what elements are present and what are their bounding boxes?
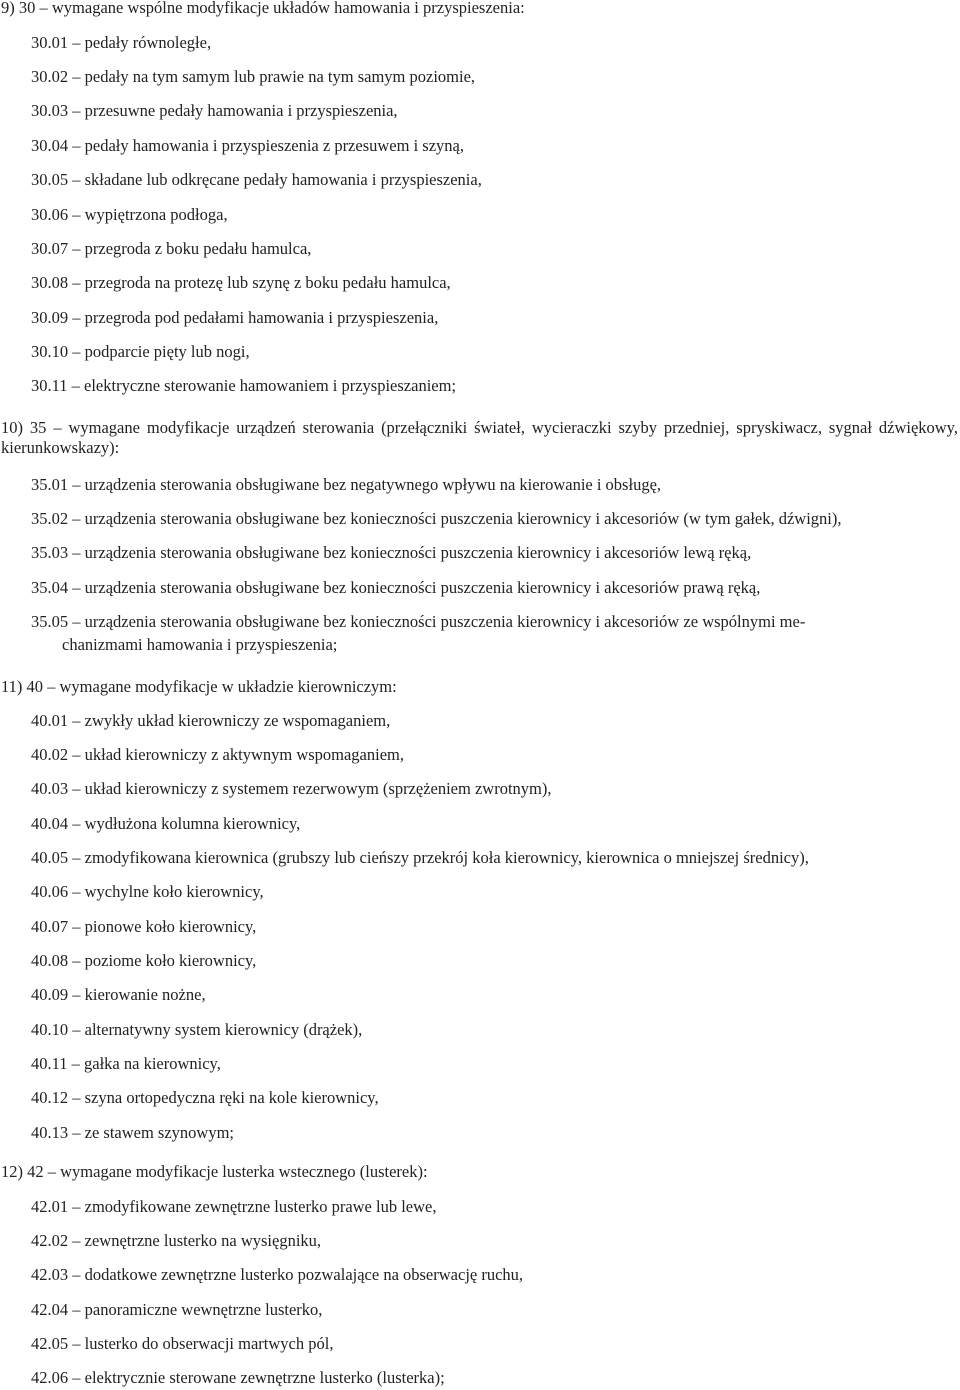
list-item-30-05: 30.05 – składane lub odkręcane pedały hamowania i przyspieszenia, xyxy=(31,170,482,189)
list-item-35-04: 35.04 – urządzenia sterowania obsługiwane bez konieczności puszczenia kierownicy i akcesoriów prawą ręką, xyxy=(31,578,761,597)
list-item-42-06: 42.06 – elektrycznie sterowane zewnętrzne lusterko (lusterka); xyxy=(31,1368,445,1387)
list-item-40-03: 40.03 – układ kierowniczy z systemem rezerwowym (sprzężeniem zwrotnym), xyxy=(31,779,552,798)
section-heading-10: 10) 35 – wymagane modyfikacje urządzeń sterowania (przełączniki świateł, wycieraczki szyby przedniej, spryskiwacz, sygnał dźwiękowy, kierunkowskazy): xyxy=(1,418,958,457)
list-item-42-05: 42.05 – lusterko do obserwacji martwych pól, xyxy=(31,1334,334,1353)
list-item-30-08: 30.08 – przegroda na protezę lub szynę z boku pedału hamulca, xyxy=(31,273,451,292)
list-item-40-05: 40.05 – zmodyfikowana kierownica (grubszy lub cieńszy przekrój koła kierownicy, kierownica o mniejszej średnicy), xyxy=(31,848,809,867)
list-item-35-03: 35.03 – urządzenia sterowania obsługiwane bez konieczności puszczenia kierownicy i akcesoriów lewą ręką, xyxy=(31,543,752,562)
list-item-30-03: 30.03 – przesuwne pedały hamowania i przyspieszenia, xyxy=(31,101,398,120)
list-item-30-06: 30.06 – wypiętrzona podłoga, xyxy=(31,205,228,224)
section-heading-12: 12) 42 – wymagane modyfikacje lusterka wstecznego (lusterek): xyxy=(1,1162,428,1181)
list-item-42-03: 42.03 – dodatkowe zewnętrzne lusterko pozwalające na obserwację ruchu, xyxy=(31,1265,524,1284)
list-item-40-12: 40.12 – szyna ortopedyczna ręki na kole kierownicy, xyxy=(31,1088,379,1107)
list-item-30-07: 30.07 – przegroda z boku pedału hamulca, xyxy=(31,239,312,258)
list-item-40-10: 40.10 – alternatywny system kierownicy (drążek), xyxy=(31,1020,363,1039)
list-item-40-11: 40.11 – gałka na kierownicy, xyxy=(31,1054,221,1073)
list-item-30-04: 30.04 – pedały hamowania i przyspieszenia z przesuwem i szyną, xyxy=(31,136,464,155)
list-item-42-02: 42.02 – zewnętrzne lusterko na wysięgniku, xyxy=(31,1231,322,1250)
list-item-35-02: 35.02 – urządzenia sterowania obsługiwane bez konieczności puszczenia kierownicy i akcesoriów (w tym gałek, dźwigni), xyxy=(31,509,842,528)
section-heading-9: 9) 30 – wymagane wspólne modyfikacje układów hamowania i przyspieszenia: xyxy=(1,0,525,17)
list-item-40-07: 40.07 – pionowe koło kierownicy, xyxy=(31,917,257,936)
list-item-40-02: 40.02 – układ kierowniczy z aktywnym wspomaganiem, xyxy=(31,745,404,764)
list-item-40-09: 40.09 – kierowanie nożne, xyxy=(31,985,206,1004)
list-item-30-10: 30.10 – podparcie pięty lub nogi, xyxy=(31,342,250,361)
list-item-40-01: 40.01 – zwykły układ kierowniczy ze wspomaganiem, xyxy=(31,711,391,730)
list-item-35-01: 35.01 – urządzenia sterowania obsługiwane bez negatywnego wpływu na kierowanie i obsługę, xyxy=(31,475,662,494)
list-item-30-09: 30.09 – przegroda pod pedałami hamowania i przyspieszenia, xyxy=(31,308,439,327)
list-item-35-05-line2 xyxy=(0,635,960,655)
list-item-35-05-continuation: chanizmami hamowania i przyspieszenia; xyxy=(62,635,338,654)
list-item-30-02: 30.02 – pedały na tym samym lub prawie na tym samym poziomie, xyxy=(31,67,476,86)
list-item-40-08: 40.08 – poziome koło kierownicy, xyxy=(31,951,257,970)
list-item-35-05-line1: 35.05 – urządzenia sterowania obsługiwane bez konieczności puszczenia kierownicy i akcesoriów ze wspólnymi me- xyxy=(31,612,806,631)
list-item-40-06: 40.06 – wychylne koło kierownicy, xyxy=(31,882,264,901)
list-item-30-01: 30.01 – pedały równoległe, xyxy=(31,33,212,52)
list-item-42-04: 42.04 – panoramiczne wewnętrzne lusterko, xyxy=(31,1300,323,1319)
list-item-30-11: 30.11 – elektryczne sterowanie hamowaniem i przyspieszaniem; xyxy=(31,376,457,395)
list-item-42-01: 42.01 – zmodyfikowane zewnętrzne lusterko prawe lub lewe, xyxy=(31,1197,437,1216)
list-item-40-04: 40.04 – wydłużona kolumna kierownicy, xyxy=(31,814,301,833)
section-heading-11: 11) 40 – wymagane modyfikacje w układzie kierowniczym: xyxy=(1,677,397,696)
list-item-40-13: 40.13 – ze stawem szynowym; xyxy=(31,1123,235,1142)
